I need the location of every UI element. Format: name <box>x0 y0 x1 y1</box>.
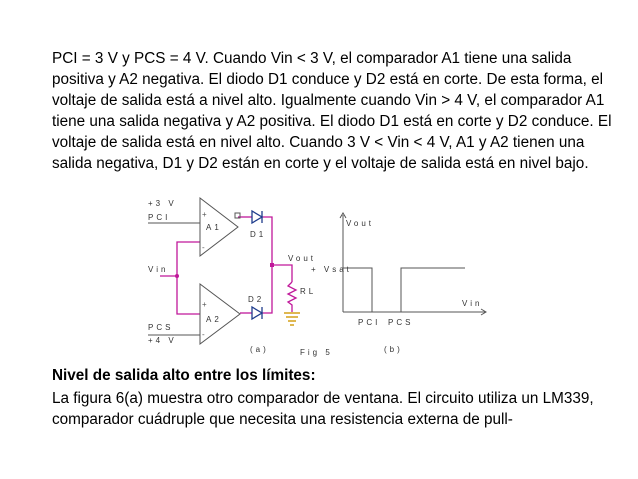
label-d2: D2 <box>248 295 265 304</box>
label-d1: D1 <box>250 230 267 239</box>
label-rl: RL <box>300 287 317 296</box>
ground-icon <box>284 313 300 325</box>
label-b: (b) <box>384 345 403 354</box>
label-a: (a) <box>250 345 269 354</box>
graph-label-vin: Vin <box>462 299 483 308</box>
a1-minus-sign: - <box>202 243 205 252</box>
paragraph-intro: PCI = 3 V y PCS = 4 V. Cuando Vin < 3 V, el comparador A1 tiene una salida positiva y A2 negativa. El diodo D1 conduce y D2 está en corte. De esta forma, el voltaje de salida está a nivel alto. Igualmente cuando Vin > 4 V, el comparador A1 tiene una salida negativa y A2 positiva. El diodo D1 está en corte y D2 conduce. El voltaje de salida está en nivel alto. Cuando 3 V < Vin < 4 V, A1 y A2 tienen una salida negativa, D1 y D2 están en corte y el voltaje de salida está en nivel bajo. <box>52 50 612 172</box>
label-fig: Fig 5 <box>300 348 333 357</box>
a1-plus-sign: + <box>202 210 207 219</box>
opamp-a2 <box>200 284 240 344</box>
resistor-rl <box>288 282 296 312</box>
graph-label-pcs: PCS <box>388 318 414 327</box>
graph-label-pci: PCI <box>358 318 381 327</box>
diode-d1 <box>252 211 262 223</box>
label-plus3v: +3 V <box>148 199 177 208</box>
graph-label-vout: Vout <box>346 219 375 228</box>
vin-junction <box>175 274 179 278</box>
label-pcs: PCS <box>148 323 174 332</box>
a2-minus-sign: - <box>202 330 205 339</box>
vin-wires <box>160 242 200 314</box>
label-plus4v: +4 V <box>148 336 177 345</box>
paragraph-lm339: La figura 6(a) muestra otro comparador de ventana. El circuito utiliza un LM339, comparador cuádruple que necesita una resistencia externa de pull- <box>52 390 594 428</box>
label-vin: Vin <box>148 265 169 274</box>
label-vout: Vout <box>288 254 317 263</box>
label-a2: A2 <box>206 315 222 324</box>
vout-node <box>270 263 274 267</box>
diode-d2 <box>252 307 262 319</box>
label-a1: A1 <box>206 223 222 232</box>
label-pci: PCI <box>148 213 171 222</box>
a2-plus-sign: + <box>202 300 207 309</box>
graph-label-vsat: + Vsat <box>311 265 352 274</box>
section-heading: Nivel de salida alto entre los límites: <box>52 367 316 384</box>
